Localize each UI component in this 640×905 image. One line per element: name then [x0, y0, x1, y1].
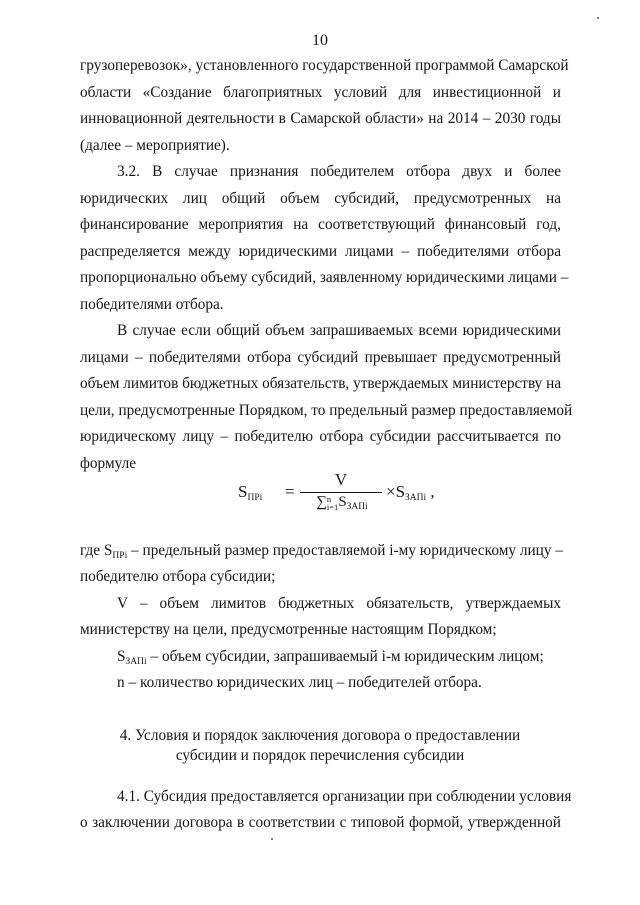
text-line: области «Создание благоприятных условий для инвестиционной и — [80, 84, 561, 101]
text-line: финансирование мероприятия на соответствующий финансовый год, — [80, 216, 561, 233]
text-line: министерству на цели, предусмотренные настоящим Порядком; — [80, 621, 497, 638]
text-line: цели, предусмотренные Порядком, то предельный размер предоставляемой — [80, 402, 573, 419]
text-line: n – количество юридических лиц – победителей отбора. — [117, 674, 482, 691]
formula-lhs: $S_{ПРi}$ — [238, 482, 263, 503]
formula-numerator: V — [334, 470, 348, 489]
text-line: победителями отбора. — [80, 296, 224, 313]
definition-spri: где $S_{ПРi}$ – предельный размер предоставляемой i-му юридическому лицу – — [80, 542, 563, 561]
text-line: В случае если общий объем запрашиваемых всеми юридическими — [117, 322, 561, 339]
text-line: распределяется между юридическими лицами – победителями отбора — [80, 243, 561, 260]
text-line: объем лимитов бюджетных обязательств, утверждаемых министерству на — [80, 375, 562, 392]
text-line: о заключении договора в соответствии с типовой формой, утвержденной — [80, 814, 561, 831]
text-line: юридических лиц общий объем субсидий, предусмотренных на — [80, 190, 561, 207]
text-line: юридическому лицу – победителю отбора субсидии рассчитывается по — [80, 428, 561, 445]
section-heading: субсидии и порядок перечисления субсидии — [175, 747, 465, 764]
text-line: пропорционально объему субсидий, заявленному юридическими лицами – — [80, 269, 569, 286]
text-line: формуле — [80, 455, 137, 472]
text-line: победителю отбора субсидии; — [80, 568, 276, 585]
text-line: 3.2. В случае признания победителем отбора двух и более — [117, 163, 561, 180]
text-line: (далее – мероприятие). — [80, 137, 230, 154]
subsidy-formula — [238, 470, 438, 530]
text-line: V – объем лимитов бюджетных обязательств, утверждаемых — [117, 595, 561, 612]
section-heading: 4. Условия и порядок заключения договора о предоставлении — [119, 727, 521, 744]
text-line: грузоперевозок», установленного государственной программой Самарской — [80, 57, 569, 74]
scan-speck — [597, 17, 599, 19]
text-line: 4.1. Субсидия предоставляется организации при соблюдении условия — [117, 788, 572, 805]
fraction-bar — [300, 492, 382, 493]
text-line: лицами – победителями отбора субсидий превышает предусмотренный — [80, 349, 561, 366]
formula-multiplier: $\times S_{ЗАПi}$ , — [386, 482, 435, 503]
page-number: 10 — [312, 32, 328, 49]
formula-equals: = — [285, 482, 295, 501]
scan-speck — [271, 838, 273, 840]
definition-szapi: $S_{ЗАПi}$ – объем субсидии, запрашиваемый i-м юридическим лицом; — [117, 648, 544, 667]
text-line: инновационной деятельности в Самарской области» на 2014 – 2030 годы — [80, 110, 561, 127]
formula-denominator: ∑n $i=1S_{ЗАПi}$ — [316, 493, 368, 512]
